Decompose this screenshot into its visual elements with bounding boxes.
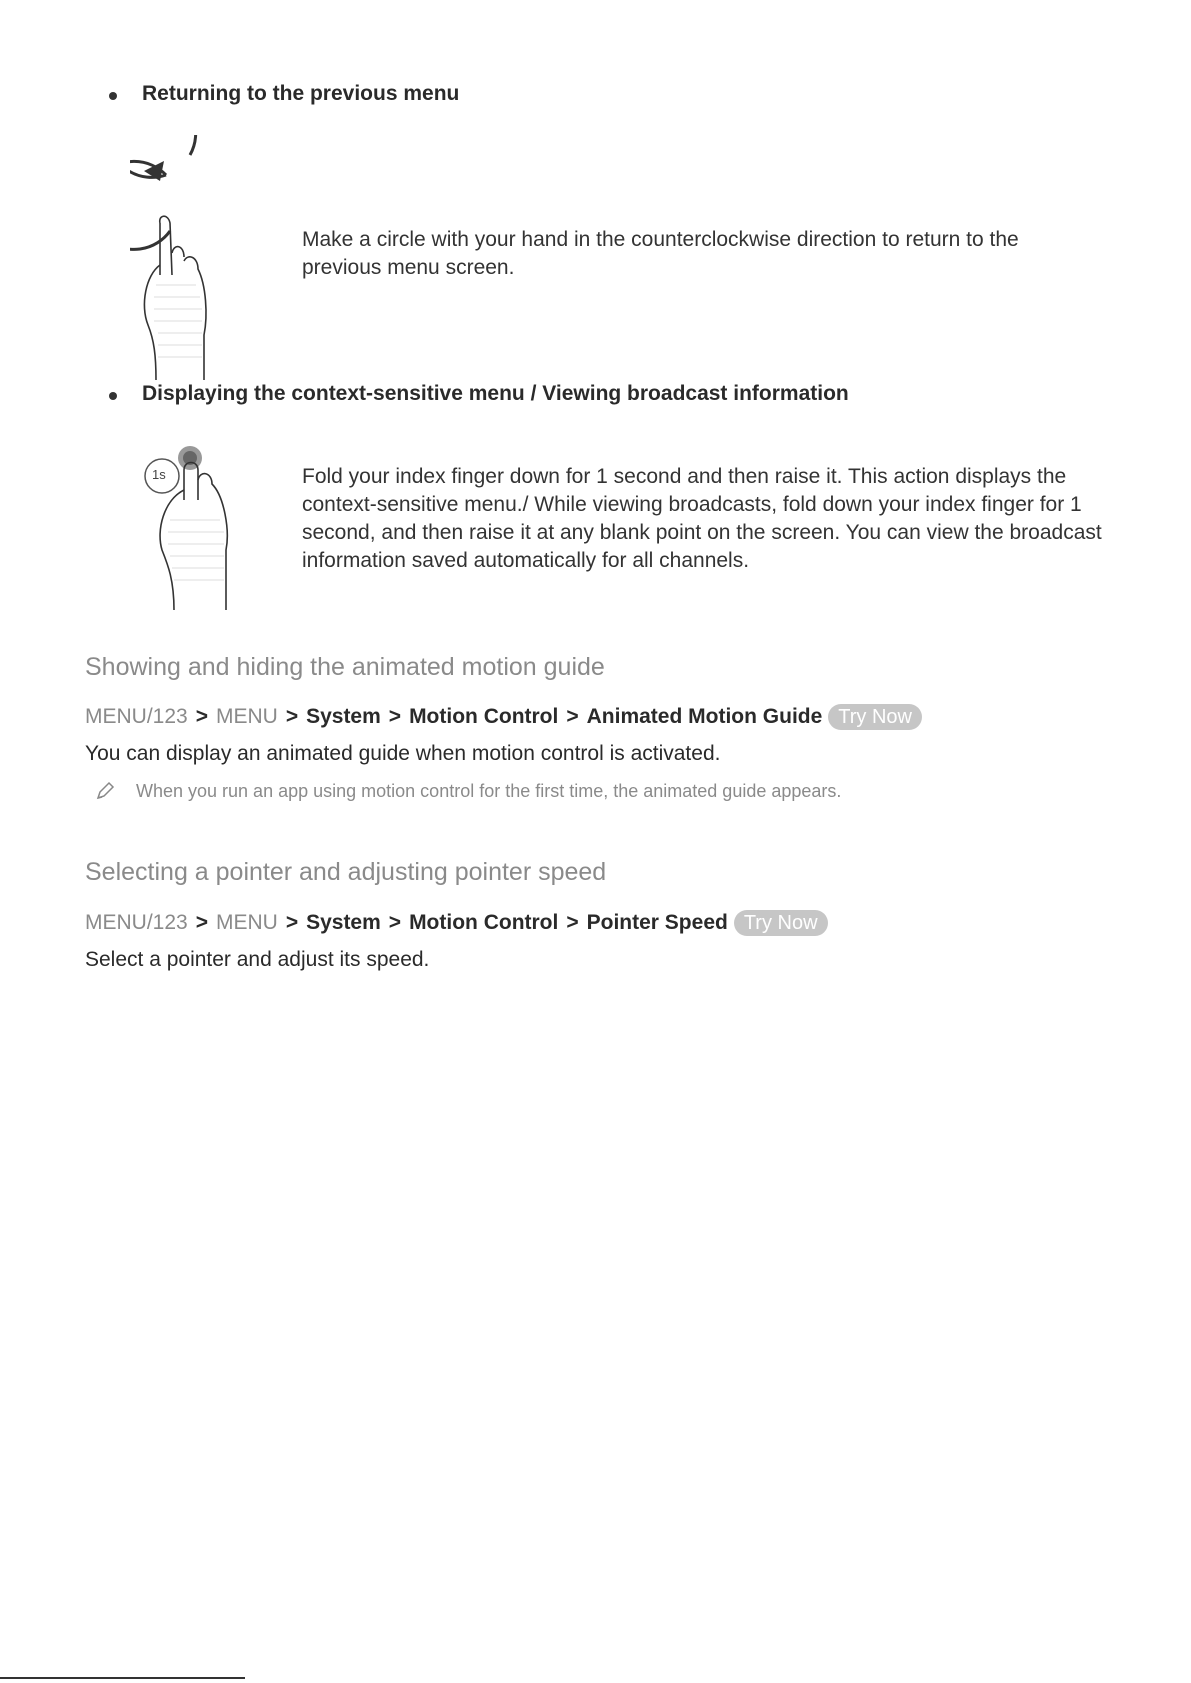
counterclockwise-circle-hand-icon xyxy=(130,135,260,380)
breadcrumb-separator: > xyxy=(388,911,402,934)
section-heading-pointer-speed: Selecting a pointer and adjusting pointer speed xyxy=(85,858,607,886)
bullet-dot xyxy=(109,392,117,400)
section-body-motion-guide: You can display an animated guide when motion control is activated. xyxy=(85,742,721,765)
breadcrumb-menu-123: MENU/123 xyxy=(85,705,188,728)
gesture-title-return: Returning to the previous menu xyxy=(142,82,460,105)
gesture-description-context-menu: Fold your index finger down for 1 second and then raise it. This action displays the context-sensitive menu./ While viewing broadcasts, fold down your index finger for 1 second, and then raise it at any blank point on the screen. You can view the broadcast information saved automatically for all channels. xyxy=(302,465,1102,572)
breadcrumb-animated-motion-guide: Animated Motion Guide xyxy=(586,705,823,728)
breadcrumb xyxy=(85,910,828,936)
breadcrumb-separator: > xyxy=(285,911,299,934)
try-now-button[interactable]: Try Now xyxy=(828,704,922,730)
fold-index-finger-hand-icon xyxy=(140,440,270,610)
breadcrumb-system: System xyxy=(306,705,381,728)
gesture-title-context-menu: Displaying the context-sensitive menu / Viewing broadcast information xyxy=(142,382,849,405)
note-text: When you run an app using motion control for the first time, the animated guide appears. xyxy=(136,780,842,801)
pencil-note-icon xyxy=(94,780,116,802)
breadcrumb-separator: > xyxy=(566,911,579,934)
breadcrumb-menu: MENU xyxy=(215,911,278,934)
section-heading-motion-guide: Showing and hiding the animated motion guide xyxy=(85,653,605,681)
footer-divider xyxy=(0,1677,245,1679)
breadcrumb-separator: > xyxy=(195,911,208,934)
breadcrumb-separator: > xyxy=(285,705,299,728)
breadcrumb-separator: > xyxy=(195,705,208,728)
breadcrumb-separator: > xyxy=(388,705,402,728)
breadcrumb-pointer-speed: Pointer Speed xyxy=(586,911,728,934)
breadcrumb xyxy=(85,704,922,730)
breadcrumb-separator: > xyxy=(566,705,579,728)
note xyxy=(94,780,841,802)
breadcrumb-menu: MENU xyxy=(215,705,278,728)
section-body-pointer-speed: Select a pointer and adjust its speed. xyxy=(85,948,430,971)
breadcrumb-motion-control: Motion Control xyxy=(409,911,559,934)
timer-label: 1s xyxy=(152,467,166,482)
breadcrumb-menu-123: MENU/123 xyxy=(85,911,188,934)
bullet-dot xyxy=(109,92,117,100)
breadcrumb-motion-control: Motion Control xyxy=(409,705,559,728)
try-now-button[interactable]: Try Now xyxy=(734,910,828,936)
breadcrumb-system: System xyxy=(306,911,381,934)
gesture-description-return: Make a circle with your hand in the counterclockwise direction to return to the previous menu screen. xyxy=(302,228,1019,279)
